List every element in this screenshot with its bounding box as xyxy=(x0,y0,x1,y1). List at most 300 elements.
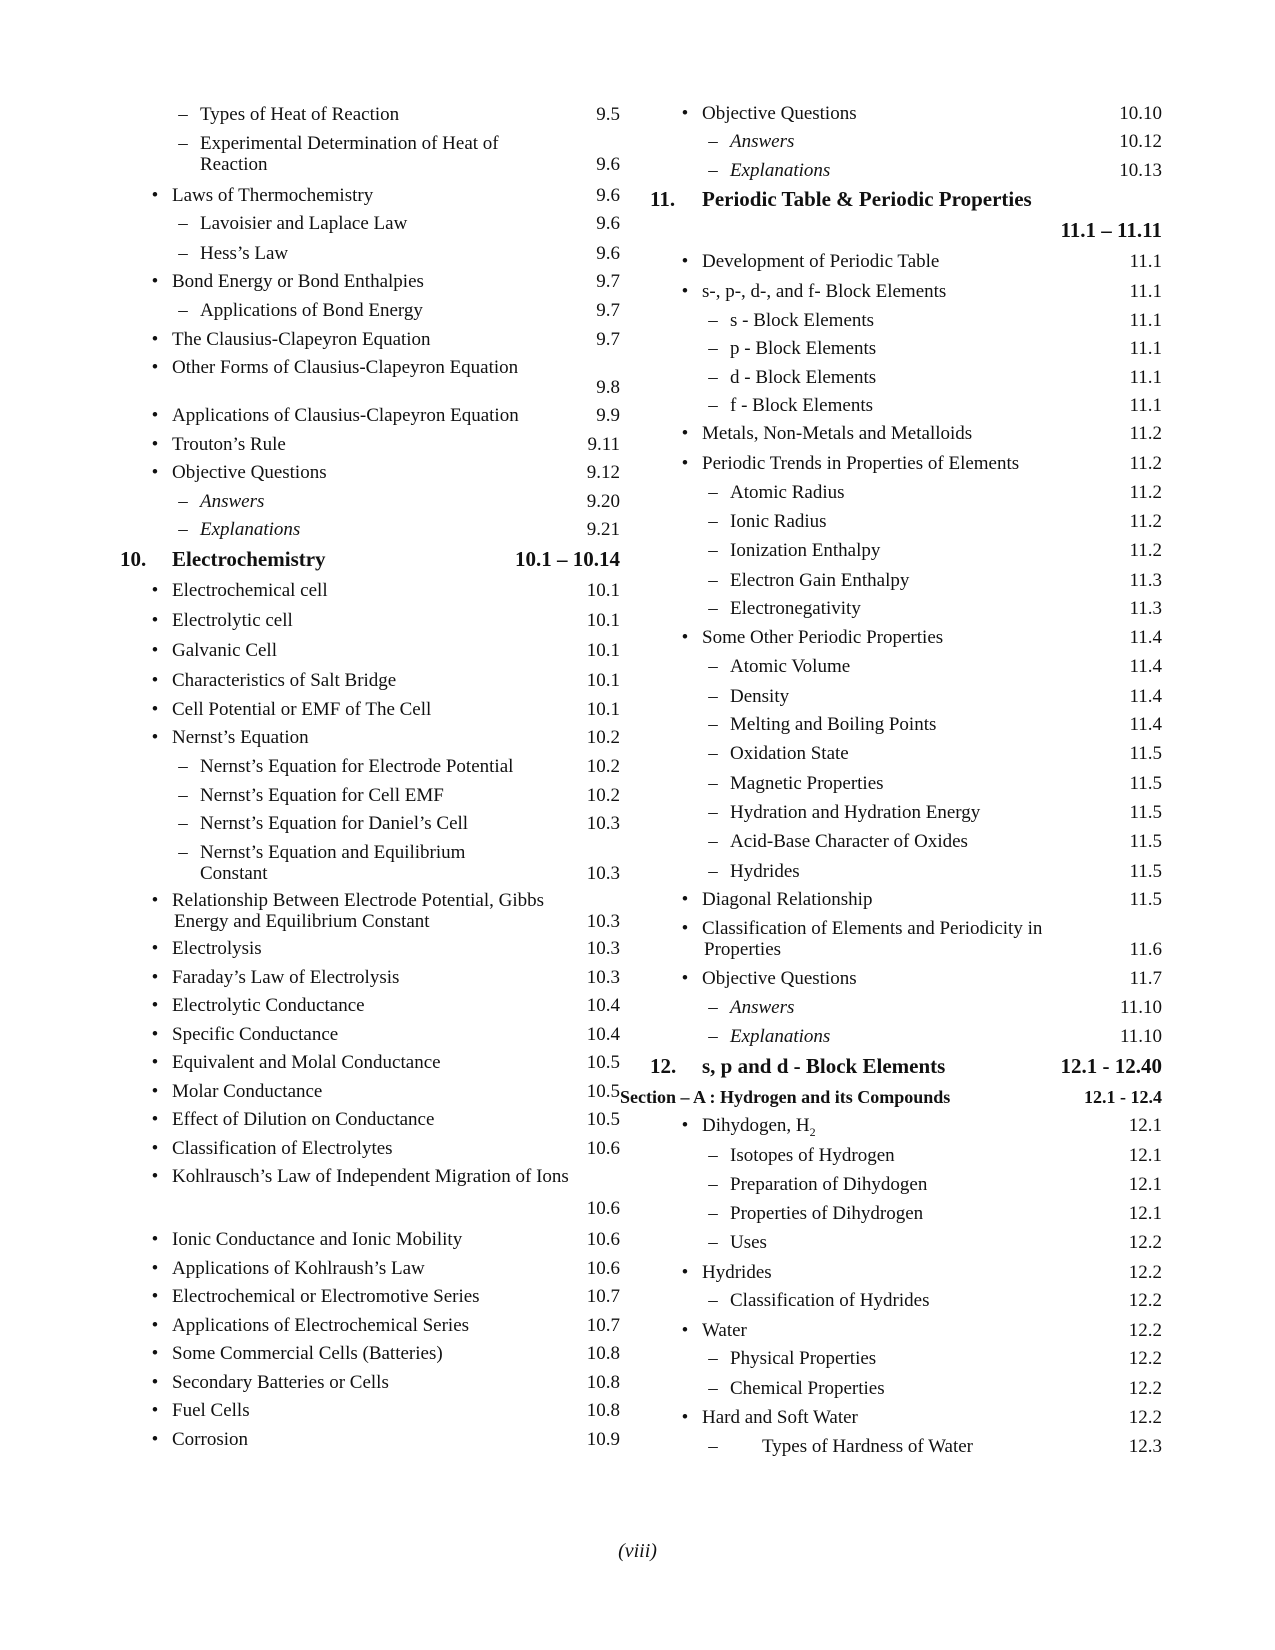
bullet-marker: • xyxy=(151,405,159,426)
toc-entry-page: 11.4 xyxy=(1129,627,1162,648)
toc-entry-title: Answers xyxy=(200,491,265,512)
toc-entry-title: Lavoisier and Laplace Law xyxy=(200,213,408,234)
bullet-marker: • xyxy=(151,1052,159,1073)
dash-marker: – xyxy=(708,570,718,591)
toc-entry-page: 11.1 xyxy=(1129,310,1162,331)
dash-marker: – xyxy=(708,1174,718,1195)
bullet-marker: • xyxy=(151,938,159,959)
toc-entry-title: The Clausius-Clapeyron Equation xyxy=(172,329,431,350)
toc-entry xyxy=(650,997,1162,1019)
toc-entry xyxy=(650,968,1162,990)
bullet-marker: • xyxy=(151,434,159,455)
toc-entry-page: 9.8 xyxy=(596,377,620,398)
toc-entry-title: Corrosion xyxy=(172,1429,248,1450)
bullet-marker: • xyxy=(151,610,159,631)
toc-entry-title: Other Forms of Clausius-Clapeyron Equation xyxy=(172,357,519,378)
toc-entry-title: Water xyxy=(702,1320,747,1341)
toc-entry-page: 10.1 xyxy=(586,640,620,661)
toc-entry xyxy=(120,271,620,293)
toc-entry-title: Electrochemistry xyxy=(172,547,326,571)
toc-entry xyxy=(650,251,1162,273)
bullet-marker: • xyxy=(681,453,689,474)
bullet-marker: • xyxy=(681,281,689,302)
toc-entry-page: 10.1 xyxy=(586,699,620,720)
toc-entry-title: Nernst’s Equation and Equilibrium xyxy=(200,842,466,863)
toc-entry-page: 11.5 xyxy=(1129,831,1162,852)
toc-entry-page: 9.7 xyxy=(596,329,620,350)
toc-entry-title: Laws of Thermochemistry xyxy=(172,185,374,206)
toc-entry xyxy=(120,491,620,513)
bullet-marker: • xyxy=(681,423,689,444)
toc-entry-page: 12.1 - 12.4 xyxy=(1084,1087,1162,1107)
toc-entry xyxy=(650,743,1162,765)
bullet-marker: • xyxy=(151,699,159,720)
toc-entry-page: 11.5 xyxy=(1129,889,1162,910)
toc-entry-page: 10.7 xyxy=(586,1315,620,1336)
bullet-marker: • xyxy=(681,889,689,910)
toc-entry-title: f - Block Elements xyxy=(730,395,873,416)
toc-entry-title: Dihydogen, $H_2$ xyxy=(702,1115,816,1139)
toc-entry xyxy=(650,367,1162,389)
bullet-marker: • xyxy=(681,1262,689,1283)
toc-entry-title: Applications of Kohlraush’s Law xyxy=(172,1258,425,1279)
toc-entry xyxy=(650,423,1162,445)
toc-entry xyxy=(120,434,620,456)
toc-entry-title-continued: Reaction xyxy=(200,154,268,175)
chapter-number: 10. xyxy=(120,547,147,571)
toc-entry-title: Electronegativity xyxy=(730,598,861,619)
toc-entry-title: Electrochemical cell xyxy=(172,580,328,601)
toc-entry-page: 9.6 xyxy=(596,185,620,206)
toc-entry-title: Electrochemical or Electromotive Series xyxy=(172,1286,480,1307)
toc-entry-page: 9.7 xyxy=(596,300,620,321)
toc-entry-title: Characteristics of Salt Bridge xyxy=(172,670,397,691)
toc-entry-page: 11.2 xyxy=(1129,423,1162,444)
toc-entry-title: Applications of Bond Energy xyxy=(200,300,423,321)
bullet-marker: • xyxy=(151,967,159,988)
bullet-marker: • xyxy=(151,1166,159,1187)
toc-entry-title: Electrolysis xyxy=(172,938,262,959)
toc-entry xyxy=(650,511,1162,533)
toc-entry-title: Some Other Periodic Properties xyxy=(702,627,944,648)
toc-entry-title: Periodic Trends in Properties of Elements xyxy=(702,453,1020,474)
toc-entry xyxy=(650,1348,1162,1370)
bullet-marker: • xyxy=(151,640,159,661)
toc-entry-page: 10.5 xyxy=(586,1052,620,1073)
toc-entry-page: 9.11 xyxy=(587,434,620,455)
toc-entry-page: 12.3 xyxy=(1128,1436,1162,1457)
bullet-marker: • xyxy=(151,580,159,601)
toc-entry xyxy=(120,1024,620,1046)
toc-entry xyxy=(120,1081,620,1103)
bullet-marker: • xyxy=(151,1024,159,1045)
dash-marker: – xyxy=(708,1378,718,1399)
toc-entry-title: Objective Questions xyxy=(702,968,857,989)
toc-entry-title: Isotopes of Hydrogen xyxy=(730,1145,895,1166)
toc-entry-page: 10.6 xyxy=(586,1138,620,1159)
dash-marker: – xyxy=(178,491,188,512)
toc-entry xyxy=(650,831,1162,853)
toc-entry xyxy=(650,570,1162,592)
toc-entry xyxy=(650,482,1162,504)
bullet-marker: • xyxy=(151,185,159,206)
toc-entry-title: Nernst’s Equation for Daniel’s Cell xyxy=(200,813,469,834)
toc-entry-title: Electron Gain Enthalpy xyxy=(730,570,910,591)
toc-entry xyxy=(650,395,1162,417)
dash-marker: – xyxy=(708,1348,718,1369)
toc-entry xyxy=(650,714,1162,736)
toc-entry xyxy=(120,1109,620,1131)
toc-entry-page: 10.1 – 10.14 xyxy=(515,547,620,571)
toc-entry xyxy=(650,160,1162,182)
dash-marker: – xyxy=(178,104,188,125)
toc-entry-page: 11.1 – 11.11 xyxy=(1060,218,1162,242)
bullet-marker: • xyxy=(681,251,689,272)
toc-entry-title: Specific Conductance xyxy=(172,1024,339,1045)
toc-entry-title: Hard and Soft Water xyxy=(702,1407,858,1428)
toc-entry-title: Section – A : Hydrogen and its Compounds xyxy=(620,1087,951,1107)
toc-entry-page: 12.1 xyxy=(1128,1174,1162,1195)
toc-entry-page: 11.2 xyxy=(1129,540,1162,561)
toc-entry-page: 11.5 xyxy=(1129,802,1162,823)
toc-entry-page: 9.6 xyxy=(596,243,620,264)
bullet-marker: • xyxy=(151,727,159,748)
toc-entry xyxy=(650,1290,1162,1312)
toc-entry-title: Atomic Radius xyxy=(730,482,845,503)
toc-entry-title: Development of Periodic Table xyxy=(702,251,940,272)
toc-entry-page: 10.5 xyxy=(586,1109,620,1130)
dash-marker: – xyxy=(178,813,188,834)
toc-entry xyxy=(650,1378,1162,1400)
bullet-marker: • xyxy=(681,103,689,124)
toc-entry-page: 11.1 xyxy=(1129,338,1162,359)
dash-marker: – xyxy=(708,1203,718,1224)
toc-entry xyxy=(120,1286,620,1308)
toc-entry-page: 10.6 xyxy=(586,1198,620,1219)
toc-entry-page: 9.12 xyxy=(586,462,620,483)
toc-entry-title: Molar Conductance xyxy=(172,1081,323,1102)
toc-entry xyxy=(650,773,1162,795)
toc-entry xyxy=(120,462,620,484)
toc-entry-page: 10.3 xyxy=(586,863,620,884)
toc-entry xyxy=(650,1056,1162,1078)
toc-entry xyxy=(120,104,620,126)
toc-entry-page: 10.8 xyxy=(586,1400,620,1421)
dash-marker: – xyxy=(708,367,718,388)
toc-entry-page: 11.4 xyxy=(1129,656,1162,677)
toc-entry-title: Explanations xyxy=(200,519,301,540)
toc-entry xyxy=(650,1407,1162,1429)
toc-entry-title: Nernst’s Equation for Electrode Potential xyxy=(200,756,514,777)
toc-entry-page: 10.4 xyxy=(586,1024,620,1045)
dash-marker: – xyxy=(708,131,718,152)
toc-entry-page: 9.21 xyxy=(586,519,620,540)
toc-entry-title: Ionic Conductance and Ionic Mobility xyxy=(172,1229,463,1250)
toc-entry-title: Hess’s Law xyxy=(200,243,289,264)
toc-entry-title: s-, p-, d-, and f- Block Elements xyxy=(702,281,947,302)
toc-entry-page: 11.3 xyxy=(1129,570,1162,591)
toc-entry-title: Melting and Boiling Points xyxy=(730,714,937,735)
toc-entry xyxy=(120,300,620,322)
bullet-marker: • xyxy=(151,1343,159,1364)
toc-entry xyxy=(120,813,620,835)
toc-entry-title: Acid-Base Character of Oxides xyxy=(730,831,968,852)
toc-entry xyxy=(120,405,620,427)
toc-entry-title: Explanations xyxy=(730,160,831,181)
toc-entry-title: Chemical Properties xyxy=(730,1378,885,1399)
toc-entry xyxy=(120,1052,620,1074)
bullet-marker: • xyxy=(151,1372,159,1393)
dash-marker: – xyxy=(708,802,718,823)
toc-entry-title: s - Block Elements xyxy=(730,310,875,331)
toc-entry-page: 10.2 xyxy=(586,785,620,806)
toc-entry-page: 10.9 xyxy=(586,1429,620,1450)
dash-marker: – xyxy=(708,338,718,359)
toc-entry xyxy=(650,1262,1162,1284)
toc-entry-page: 10.1 xyxy=(586,580,620,601)
toc-entry-title: Nernst’s Equation for Cell EMF xyxy=(200,785,444,806)
toc-entry-title: Ionization Enthalpy xyxy=(730,540,881,561)
toc-entry xyxy=(120,185,620,207)
toc-entry xyxy=(650,189,1162,211)
toc-entry-title-continued: Energy and Equilibrium Constant xyxy=(174,911,430,932)
dash-marker: – xyxy=(708,1290,718,1311)
toc-entry-page: 9.6 xyxy=(596,213,620,234)
toc-entry-page: 10.8 xyxy=(586,1343,620,1364)
toc-entry xyxy=(120,995,620,1017)
toc-entry xyxy=(650,1026,1162,1048)
toc-entry-page: 12.2 xyxy=(1128,1348,1162,1369)
bullet-marker: • xyxy=(151,890,159,911)
toc-entry-title: p - Block Elements xyxy=(730,338,877,359)
toc-entry-page: 11.10 xyxy=(1119,997,1162,1018)
toc-entry xyxy=(120,549,620,571)
toc-entry xyxy=(620,1087,1162,1109)
toc-entry-page: 11.1 xyxy=(1129,367,1162,388)
toc-entry xyxy=(120,357,620,399)
toc-entry-page: 12.2 xyxy=(1128,1232,1162,1253)
toc-entry-title: d - Block Elements xyxy=(730,367,877,388)
dash-marker: – xyxy=(178,756,188,777)
toc-entry xyxy=(120,1400,620,1422)
toc-entry xyxy=(120,938,620,960)
toc-entry-title: Objective Questions xyxy=(702,103,857,124)
dash-marker: – xyxy=(708,997,718,1018)
toc-entry xyxy=(650,131,1162,153)
toc-entry-title: Classification of Hydrides xyxy=(730,1290,930,1311)
toc-entry-page: 10.1 xyxy=(586,670,620,691)
toc-entry xyxy=(650,1436,1162,1458)
toc-entry-title: Some Commercial Cells (Batteries) xyxy=(172,1343,443,1364)
toc-entry-page: 12.2 xyxy=(1128,1320,1162,1341)
toc-entry-title: Kohlrausch’s Law of Independent Migration of Ions xyxy=(172,1166,569,1187)
toc-entry xyxy=(120,1343,620,1365)
toc-entry-title: s, p and d - Block Elements xyxy=(702,1054,946,1078)
dash-marker: – xyxy=(708,511,718,532)
toc-entry-title: Classification of Elements and Periodicity in xyxy=(702,918,1043,939)
toc-entry-title: Density xyxy=(730,686,790,707)
bullet-marker: • xyxy=(151,462,159,483)
toc-entry-page: 10.3 xyxy=(586,967,620,988)
toc-entry-title: Faraday’s Law of Electrolysis xyxy=(172,967,400,988)
toc-entry-page: 11.2 xyxy=(1129,482,1162,503)
bullet-marker: • xyxy=(681,1320,689,1341)
toc-entry-page: 11.5 xyxy=(1129,773,1162,794)
toc-entry xyxy=(120,699,620,721)
toc-entry-title: Effect of Dilution on Conductance xyxy=(172,1109,435,1130)
toc-entry-title: Types of Heat of Reaction xyxy=(200,104,400,125)
bullet-marker: • xyxy=(151,1429,159,1450)
toc-entry-page: 10.6 xyxy=(586,1229,620,1250)
toc-entry-page: 10.4 xyxy=(586,995,620,1016)
toc-entry-title: Electrolytic cell xyxy=(172,610,293,631)
toc-entry xyxy=(120,1166,620,1219)
toc-entry-title: Relationship Between Electrode Potential, Gibbs xyxy=(172,890,545,911)
toc-entry xyxy=(650,1232,1162,1254)
bullet-marker: • xyxy=(151,1109,159,1130)
toc-entry-title: Experimental Determination of Heat of xyxy=(200,133,499,154)
bullet-marker: • xyxy=(151,1081,159,1102)
toc-entry-title: Cell Potential or EMF of The Cell xyxy=(172,699,432,720)
toc-entry-title: Metals, Non-Metals and Metalloids xyxy=(702,423,973,444)
toc-entry xyxy=(650,861,1162,883)
toc-entry xyxy=(120,756,620,778)
dash-marker: – xyxy=(708,831,718,852)
toc-entry-title: Hydrides xyxy=(730,861,800,882)
dash-marker: – xyxy=(178,519,188,540)
toc-entry-title: Diagonal Relationship xyxy=(702,889,873,910)
dash-marker: – xyxy=(708,160,718,181)
dash-marker: – xyxy=(708,310,718,331)
toc-entry-title: Properties of Dihydrogen xyxy=(730,1203,924,1224)
toc-entry-title: Applications of Electrochemical Series xyxy=(172,1315,470,1336)
bullet-marker: • xyxy=(681,627,689,648)
toc-entry-title: Physical Properties xyxy=(730,1348,877,1369)
toc-entry-title: Types of Hardness of Water xyxy=(762,1436,974,1457)
toc-entry xyxy=(120,967,620,989)
toc-entry-title: Equivalent and Molal Conductance xyxy=(172,1052,441,1073)
toc-entry-page: 9.6 xyxy=(596,154,620,175)
toc-entry-page: 12.2 xyxy=(1128,1407,1162,1428)
toc-entry-page: 12.1 - 12.40 xyxy=(1060,1054,1162,1078)
toc-entry-page: 11.6 xyxy=(1129,939,1162,960)
toc-entry-title: Electrolytic Conductance xyxy=(172,995,365,1016)
toc-entry xyxy=(650,656,1162,678)
toc-entry xyxy=(120,1429,620,1451)
dash-marker: – xyxy=(708,861,718,882)
toc-entry-page: 10.10 xyxy=(1119,103,1162,124)
dash-marker: – xyxy=(708,395,718,416)
page-number-footer: (viii) xyxy=(618,1540,657,1562)
toc-entry-page: 11.1 xyxy=(1129,395,1162,416)
toc-entry-page: 12.1 xyxy=(1128,1115,1162,1136)
toc-entry-page: 9.9 xyxy=(596,405,620,426)
toc-entry xyxy=(120,213,620,235)
toc-entry xyxy=(120,519,620,541)
dash-marker: – xyxy=(708,1026,718,1047)
toc-entry-page: 11.3 xyxy=(1129,598,1162,619)
chapter-number: 11. xyxy=(650,187,676,211)
toc-entry-page: 9.7 xyxy=(596,271,620,292)
bullet-marker: • xyxy=(151,995,159,1016)
bullet-marker: • xyxy=(151,1400,159,1421)
dash-marker: – xyxy=(178,213,188,234)
toc-entry xyxy=(120,1258,620,1280)
toc-entry-page: 11.1 xyxy=(1129,251,1162,272)
dash-marker: – xyxy=(708,482,718,503)
toc-entry xyxy=(650,1115,1162,1137)
toc-entry-title: Answers xyxy=(730,131,795,152)
toc-entry-title: Secondary Batteries or Cells xyxy=(172,1372,389,1393)
toc-entry-page: 10.3 xyxy=(586,813,620,834)
toc-entry xyxy=(650,918,1162,960)
dash-marker: – xyxy=(708,540,718,561)
dash-marker: – xyxy=(178,243,188,264)
toc-entry-page: 11.4 xyxy=(1129,686,1162,707)
toc-entry-title: Bond Energy or Bond Enthalpies xyxy=(172,271,424,292)
toc-entry-title: Nernst’s Equation xyxy=(172,727,309,748)
toc-entry-page: 9.5 xyxy=(596,104,620,125)
dash-marker: – xyxy=(178,842,188,863)
toc-entry xyxy=(120,785,620,807)
toc-entry-title-continued: Properties xyxy=(704,939,782,960)
toc-entry xyxy=(650,103,1162,125)
toc-entry xyxy=(650,310,1162,332)
toc-entry xyxy=(120,890,620,932)
dash-marker: – xyxy=(708,598,718,619)
dash-marker: – xyxy=(708,1436,718,1457)
toc-entry-page: 10.2 xyxy=(586,756,620,777)
dash-marker: – xyxy=(178,785,188,806)
toc-entry-page: 10.3 xyxy=(586,911,620,932)
toc-entry xyxy=(120,640,620,662)
toc-entry-title: Ionic Radius xyxy=(730,511,827,532)
toc-entry-title: Hydration and Hydration Energy xyxy=(730,802,981,823)
toc-entry-page: 12.2 xyxy=(1128,1262,1162,1283)
dash-marker: – xyxy=(178,133,188,154)
toc-entry xyxy=(120,727,620,749)
toc-entry xyxy=(650,281,1162,303)
bullet-marker: • xyxy=(681,1115,689,1136)
toc-entry xyxy=(650,1145,1162,1167)
toc-entry-page: 12.1 xyxy=(1128,1145,1162,1166)
toc-entry-title: Answers xyxy=(730,997,795,1018)
toc-entry-page: 10.6 xyxy=(586,1258,620,1279)
toc-entry-title: Hydrides xyxy=(702,1262,772,1283)
toc-entry-page: 12.2 xyxy=(1128,1290,1162,1311)
toc-entry-page: 10.1 xyxy=(586,610,620,631)
dash-marker: – xyxy=(708,686,718,707)
bullet-marker: • xyxy=(151,271,159,292)
toc-entry xyxy=(650,540,1162,562)
toc-entry-page: 11.5 xyxy=(1129,743,1162,764)
toc-entry-title: Magnetic Properties xyxy=(730,773,884,794)
toc-entry-title: Applications of Clausius-Clapeyron Equation xyxy=(172,405,519,426)
toc-entry xyxy=(120,1315,620,1337)
toc-entry-page: 10.5 xyxy=(586,1081,620,1102)
toc-entry-page: 10.3 xyxy=(586,938,620,959)
toc-entry-page: 10.12 xyxy=(1119,131,1162,152)
toc-entry-page: 11.5 xyxy=(1129,861,1162,882)
toc-entry-title-continued: Constant xyxy=(200,863,268,884)
toc-entry-title: Fuel Cells xyxy=(172,1400,250,1421)
toc-entry xyxy=(650,338,1162,360)
bullet-marker: • xyxy=(681,918,689,939)
dash-marker: – xyxy=(708,714,718,735)
toc-entry-page: 11.7 xyxy=(1129,968,1162,989)
toc-entry-page: 12.1 xyxy=(1128,1203,1162,1224)
bullet-marker: • xyxy=(151,357,159,378)
